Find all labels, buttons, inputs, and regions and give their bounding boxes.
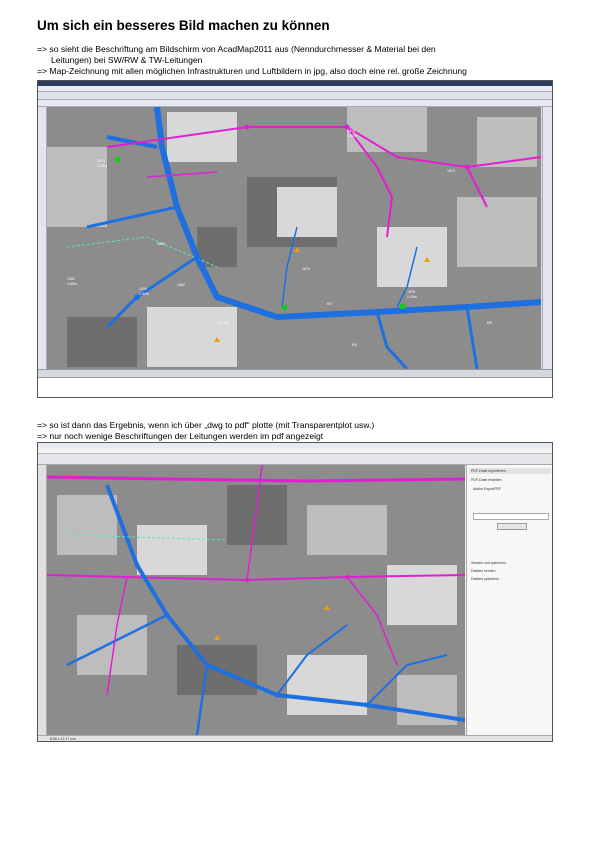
aerial-map[interactable] bbox=[47, 107, 541, 369]
network-overlay bbox=[47, 465, 465, 735]
map-label: 1573 bbox=[97, 159, 105, 163]
map-label: 1674 bbox=[302, 267, 310, 271]
map-label: 1081 bbox=[67, 277, 75, 281]
left-nav[interactable] bbox=[38, 465, 47, 735]
right-toolbar[interactable] bbox=[542, 107, 552, 369]
map-label: 1573 bbox=[447, 169, 455, 173]
ribbon-toolbar[interactable] bbox=[38, 92, 552, 100]
intro-line-1: => so sieht die Beschriftung am Bildschirm von AcadMap2011 aus (Nenndurchmesser & Material bei den bbox=[37, 44, 436, 54]
map-label: RS bbox=[352, 343, 357, 347]
panel-input[interactable] bbox=[473, 513, 549, 520]
map-label: 1575 bbox=[407, 290, 415, 294]
map-label: 1.59m bbox=[407, 295, 417, 299]
left-toolbar[interactable] bbox=[38, 107, 47, 369]
status-bar bbox=[38, 735, 552, 742]
panel-export-heading[interactable]: PDF-Datei exportieren bbox=[471, 469, 506, 473]
layer-toolbar[interactable] bbox=[38, 100, 552, 107]
map-label: 1.69m bbox=[67, 282, 77, 286]
map-label: KS bbox=[327, 302, 332, 306]
map-label: 1082 bbox=[177, 283, 185, 287]
network-overlay bbox=[47, 107, 541, 369]
intro-line-3: => Map-Zeichnung mit allen möglichen Infrastrukturen und Luftbildern in jpg, also doch eine rel. große Zeichnung bbox=[37, 66, 467, 76]
status-bar[interactable] bbox=[38, 369, 552, 377]
tools-panel[interactable] bbox=[466, 465, 553, 735]
panel-send-heading[interactable]: Senden und speichern bbox=[471, 561, 507, 565]
pdf-screenshot bbox=[37, 442, 553, 742]
map-label: 1573 bbox=[347, 129, 355, 133]
acadmap-screenshot bbox=[37, 80, 553, 398]
map-label: 2.00m bbox=[97, 164, 107, 168]
map-label: DN 150 bbox=[217, 321, 230, 325]
panel-adobe-export: Adobe ExportPDF bbox=[473, 487, 502, 491]
map-label: 1.52m bbox=[139, 292, 149, 296]
panel-files-save[interactable]: Dateien speichern bbox=[471, 577, 500, 581]
page-title: Um sich ein besseres Bild machen zu können bbox=[37, 18, 330, 33]
panel-files-send[interactable]: Dateien senden bbox=[471, 569, 496, 573]
map-label: 1000 bbox=[139, 287, 147, 291]
pdf-map[interactable] bbox=[47, 465, 465, 735]
toolbar[interactable] bbox=[38, 454, 552, 465]
panel-create-heading[interactable]: PDF-Datei erstellen bbox=[471, 478, 502, 482]
intro-line-2: Leitungen) bei SW/RW & TW-Leitungen bbox=[51, 55, 203, 65]
result-line-2: => nur noch wenige Beschriftungen der Leitungen werden im pdf angezeigt bbox=[37, 431, 324, 441]
map-label: 1082 bbox=[157, 242, 165, 246]
result-line-1: => so ist dann das Ergebnis, wenn ich über „dwg to pdf“ plotte (mit Transparentplot usw.) bbox=[37, 420, 375, 430]
panel-button[interactable] bbox=[497, 523, 527, 530]
command-line[interactable] bbox=[38, 377, 552, 398]
page-size-label: 8,86 x 12,17 mm bbox=[50, 737, 77, 741]
map-label: RE bbox=[487, 321, 492, 325]
map-label: 2.00m bbox=[347, 134, 357, 138]
